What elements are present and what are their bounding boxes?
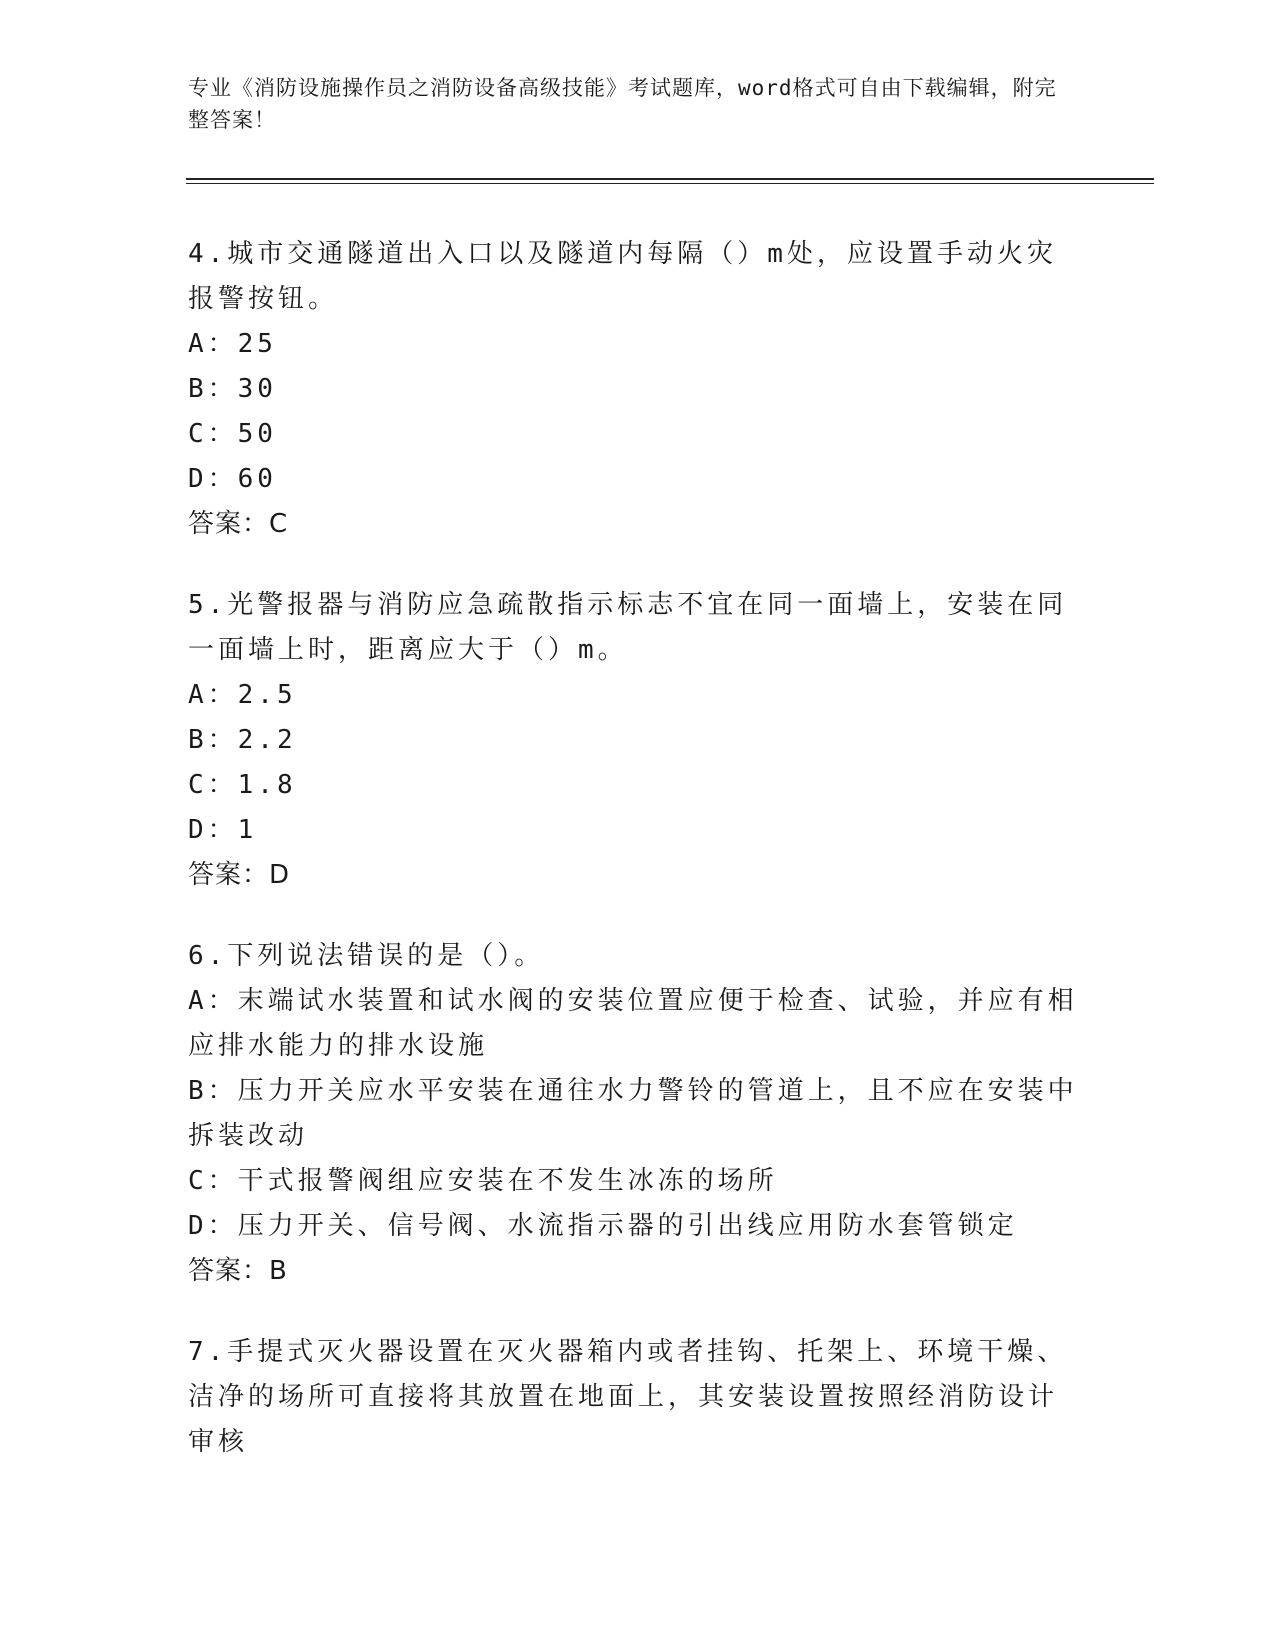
header-divider-thick bbox=[186, 178, 1154, 180]
option-d: D：60 bbox=[188, 464, 277, 494]
option-d: D：压力开关、信号阀、水流指示器的引出线应用防水套管锁定 bbox=[188, 1211, 1018, 1241]
answer-line: 答案：B bbox=[188, 1256, 288, 1286]
question-stem: 7.手提式灭火器设置在灭火器箱内或者挂钩、托架上、环境干燥、洁净的场所可直接将其放置在地面上，其安装设置按照经消防设计审核 bbox=[188, 1337, 1068, 1457]
option-b: B：2.2 bbox=[188, 725, 297, 755]
question-item bbox=[188, 934, 1078, 1294]
option-b: B：30 bbox=[188, 374, 277, 404]
question-stem: 6.下列说法错误的是（）。 bbox=[188, 941, 545, 971]
option-a: A：25 bbox=[188, 329, 277, 359]
question-stem: 5.光警报器与消防应急疏散指示标志不宜在同一面墙上，安装在同一面墙上时，距离应大于（）m。 bbox=[188, 590, 1068, 665]
document-header: 专业《消防设施操作员之消防设备高级技能》考试题库，word格式可自由下载编辑，附完整答案！ bbox=[188, 76, 1057, 132]
header-divider-thin bbox=[186, 183, 1154, 184]
answer-line: 答案：C bbox=[188, 509, 289, 539]
answer-line: 答案：D bbox=[188, 860, 291, 890]
question-item bbox=[188, 1330, 1078, 1465]
option-b: B：压力开关应水平安装在通往水力警铃的管道上，且不应在安装中拆装改动 bbox=[188, 1076, 1078, 1151]
option-d: D：1 bbox=[188, 815, 258, 845]
option-a: A：末端试水装置和试水阀的安装位置应便于检查、试验，并应有相应排水能力的排水设施 bbox=[188, 986, 1078, 1061]
question-item bbox=[188, 583, 1078, 898]
option-c: C：1.8 bbox=[188, 770, 297, 800]
option-c: C：干式报警阀组应安装在不发生冰冻的场所 bbox=[188, 1166, 778, 1196]
question-item bbox=[188, 232, 1078, 547]
question-stem: 4.城市交通隧道出入口以及隧道内每隔（）m处，应设置手动火灾报警按钮。 bbox=[188, 239, 1057, 314]
option-c: C：50 bbox=[188, 419, 277, 449]
option-a: A：2.5 bbox=[188, 680, 297, 710]
question-list bbox=[188, 232, 1078, 1501]
